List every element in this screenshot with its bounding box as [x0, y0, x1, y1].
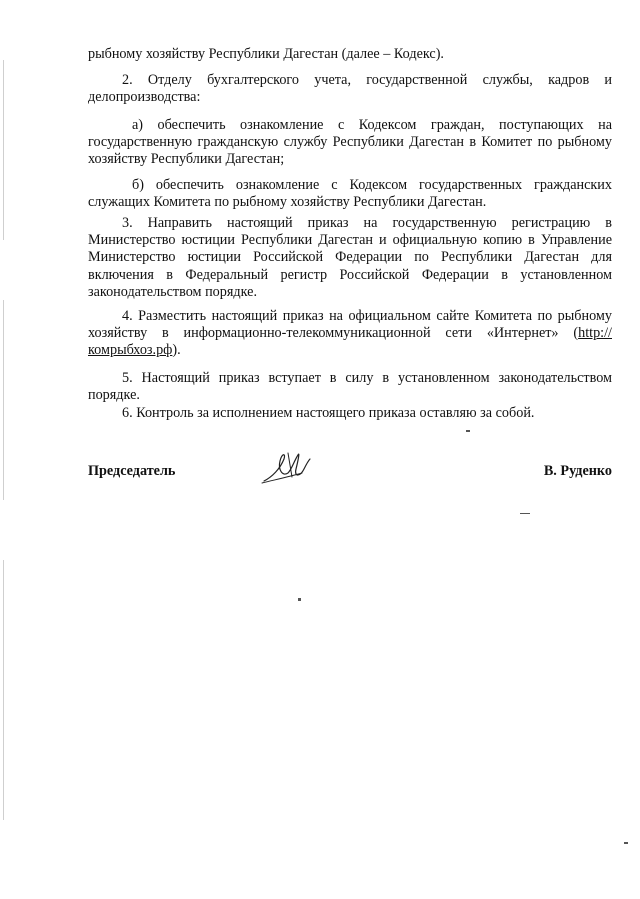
scan-margin-line	[3, 300, 4, 500]
paragraph-4	[88, 308, 612, 360]
paragraph-2a: а) обеспечить ознакомление с Кодексом граждан, поступающих на государственную гражданскую службу Республики Дагестан в Комитет по рыбному хозяйству Республики Дагестан;	[88, 117, 612, 168]
scan-speck	[298, 598, 301, 601]
website-link[interactable]: http://комрыбхоз.рф	[88, 325, 612, 359]
scan-speck	[624, 842, 628, 844]
scan-margin-line	[3, 60, 4, 240]
handwritten-signature	[258, 447, 318, 489]
signatory-title: Председатель	[88, 463, 176, 479]
paragraph-4-end: ).	[172, 342, 181, 359]
scan-speck	[520, 513, 530, 514]
signature-block	[88, 461, 612, 501]
paragraph-2: 2. Отделу бухгалтерского учета, государственной службы, кадров и делопроизводства:	[88, 72, 612, 106]
paragraph-3: 3. Направить настоящий приказ на государственную регистрацию в Министерство юстиции Республики Дагестан и официальную копию в Управление Министерство юстиции Российской Федерации по Республики Дагестан для включения в Федеральный регистр Российской Федерации в установленном законодательством порядке.	[88, 215, 612, 300]
paragraph-6: 6. Контроль за исполнением настоящего приказа оставляю за собой.	[122, 405, 535, 421]
signatory-name: В. Руденко	[543, 463, 612, 479]
paragraph-2b: б) обеспечить ознакомление с Кодексом государственных гражданских служащих Комитета по рыбному хозяйству Республики Дагестан.	[88, 177, 612, 211]
scan-speck	[466, 430, 470, 432]
scan-margin-line	[3, 560, 4, 820]
paragraph-5: 5. Настоящий приказ вступает в силу в установленном законодательством порядке.	[88, 370, 612, 404]
paragraph-continuation: рыбному хозяйству Республики Дагестан (далее – Кодекс).	[88, 46, 444, 62]
paragraph-4-text: 4. Разместить настоящий приказ на официальном сайте Комитета по рыбному хозяйству в информационно-телекоммуникационной сети «Интернет» (	[88, 308, 612, 342]
